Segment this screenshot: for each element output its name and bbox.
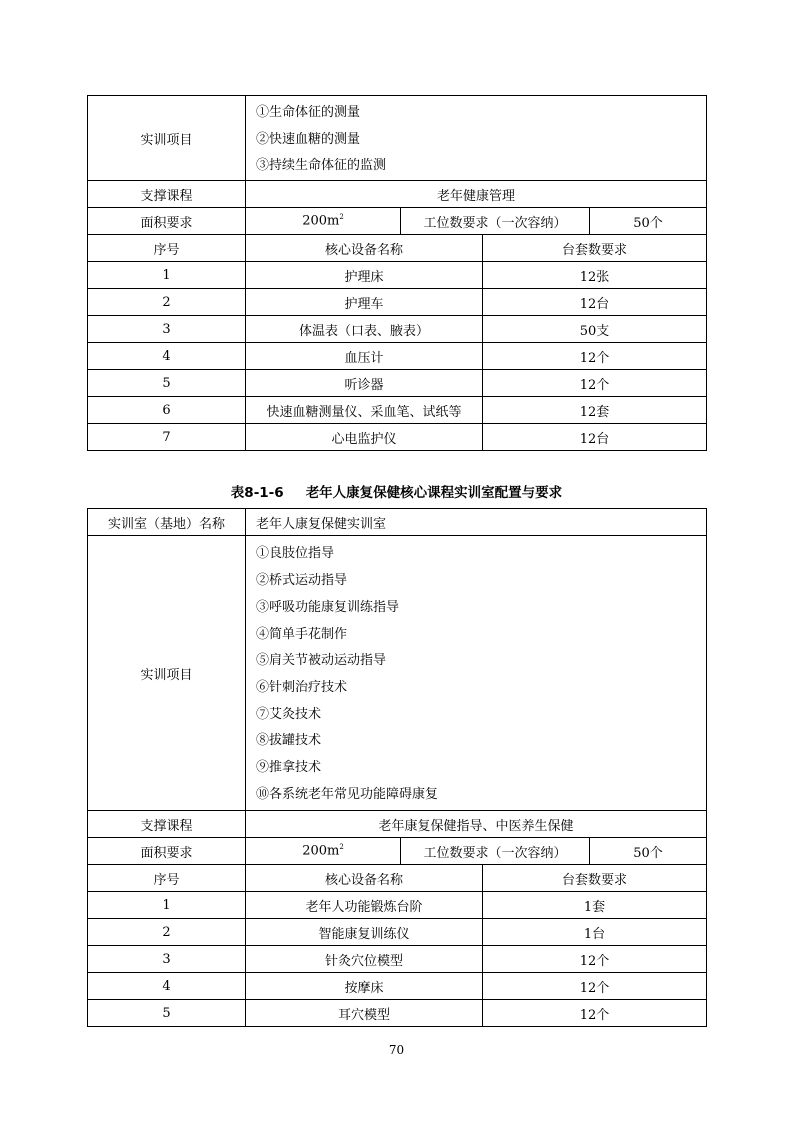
row-qty: 12个 xyxy=(483,370,707,397)
row-name: 心电监护仪 xyxy=(246,424,483,451)
table-row xyxy=(88,262,707,289)
project-item: ④简单手花制作 xyxy=(256,626,348,642)
row-qty: 50支 xyxy=(483,316,707,343)
row-no: 4 xyxy=(88,343,246,370)
area-value: $200m^2$ xyxy=(246,838,401,865)
row-qty: 1套 xyxy=(483,892,707,919)
row-no: 7 xyxy=(88,424,246,451)
room-label: 实训室（基地）名称 xyxy=(88,509,246,536)
row-name: 老年人功能锻炼台阶 xyxy=(246,892,483,919)
row-no: 5 xyxy=(88,1000,246,1027)
station-label: 工位数要求（一次容纳） xyxy=(401,208,590,235)
area-value: $200m^2$ xyxy=(246,208,401,235)
row-no: 2 xyxy=(88,289,246,316)
row-name: 护理床 xyxy=(246,262,483,289)
course-label: 支撑课程 xyxy=(88,811,246,838)
row-name: 智能康复训练仪 xyxy=(246,919,483,946)
area-label: 面积要求 xyxy=(88,208,246,235)
project-item: ①良肢位指导 xyxy=(256,546,335,562)
row-name: 按摩床 xyxy=(246,973,483,1000)
row-qty: 12个 xyxy=(483,973,707,1000)
table-row xyxy=(88,289,707,316)
row-qty: 12个 xyxy=(483,1000,707,1027)
project-label: 实训项目 xyxy=(88,96,246,181)
page-number: 70 xyxy=(388,1043,405,1057)
project-item: ⑧拔罐技术 xyxy=(256,733,322,749)
table-row xyxy=(88,1000,707,1027)
row-qty: 12台 xyxy=(483,289,707,316)
project-item: ⑨推拿技术 xyxy=(256,760,322,776)
row-no: 1 xyxy=(88,262,246,289)
room-value: 老年人康复保健实训室 xyxy=(246,509,707,536)
table-row xyxy=(88,316,707,343)
project-item: ⑦艾灸技术 xyxy=(256,706,322,722)
row-no: 3 xyxy=(88,946,246,973)
project-item: ⑥针刺治疗技术 xyxy=(256,680,348,695)
header-no: 序号 xyxy=(88,235,246,262)
project-item: ②桥式运动指导 xyxy=(256,573,348,589)
row-qty: 12台 xyxy=(483,424,707,451)
station-value: 50个 xyxy=(590,838,707,865)
training-room-table-1 xyxy=(87,95,707,451)
row-qty: 12个 xyxy=(483,946,707,973)
table-row xyxy=(88,973,707,1000)
row-qty: 12套 xyxy=(483,397,707,424)
station-value: 50个 xyxy=(590,208,707,235)
caption-number: 表8-1-6 xyxy=(230,485,284,501)
table-row xyxy=(88,343,707,370)
header-name: 核心设备名称 xyxy=(246,865,483,892)
row-no: 1 xyxy=(88,892,246,919)
table-caption xyxy=(0,481,793,501)
header-qty: 台套数要求 xyxy=(483,235,707,262)
row-no: 6 xyxy=(88,397,246,424)
course-value: 老年康复保健指导、中医养生保健 xyxy=(246,811,707,838)
row-name: 耳穴模型 xyxy=(246,1000,483,1027)
table-row xyxy=(88,370,707,397)
header-no: 序号 xyxy=(88,865,246,892)
table-row xyxy=(88,397,707,424)
project-item: ⑤肩关节被动运动指导 xyxy=(256,653,387,669)
area-label: 面积要求 xyxy=(88,838,246,865)
row-no: 4 xyxy=(88,973,246,1000)
row-name: 护理车 xyxy=(246,289,483,316)
table-row xyxy=(88,424,707,451)
table-row xyxy=(88,946,707,973)
table-row xyxy=(88,892,707,919)
row-name: 针灸穴位模型 xyxy=(246,946,483,973)
project-list xyxy=(246,96,707,181)
row-no: 5 xyxy=(88,370,246,397)
row-name: 听诊器 xyxy=(246,370,483,397)
header-name: 核心设备名称 xyxy=(246,235,483,262)
table-header-row xyxy=(88,235,707,262)
row-qty: 12个 xyxy=(483,343,707,370)
project-item: ②快速血糖的测量 xyxy=(256,131,361,147)
project-item: ⑩各系统老年常见功能障碍康复 xyxy=(256,786,439,802)
table-row xyxy=(88,919,707,946)
header-qty: 台套数要求 xyxy=(483,865,707,892)
row-qty: 12张 xyxy=(483,262,707,289)
row-name: 血压计 xyxy=(246,343,483,370)
project-list xyxy=(246,536,707,811)
row-name: 体温表（口表、腋表） xyxy=(246,316,483,343)
row-no: 3 xyxy=(88,316,246,343)
row-qty: 1台 xyxy=(483,919,707,946)
project-item: ③持续生命体征的监测 xyxy=(256,158,387,174)
row-no: 2 xyxy=(88,919,246,946)
station-label: 工位数要求（一次容纳） xyxy=(401,838,590,865)
row-name: 快速血糖测量仪、采血笔、试纸等 xyxy=(246,397,483,424)
course-label: 支撑课程 xyxy=(88,181,246,208)
course-value: 老年健康管理 xyxy=(246,181,707,208)
project-item: ③呼吸功能康复训练指导 xyxy=(256,599,400,615)
training-room-table-2 xyxy=(87,508,707,1027)
project-label: 实训项目 xyxy=(88,536,246,811)
caption-title: 老年人康复保健核心课程实训室配置与要求 xyxy=(305,485,563,501)
project-item: ①生命体征的测量 xyxy=(256,105,361,120)
table-header-row xyxy=(88,865,707,892)
